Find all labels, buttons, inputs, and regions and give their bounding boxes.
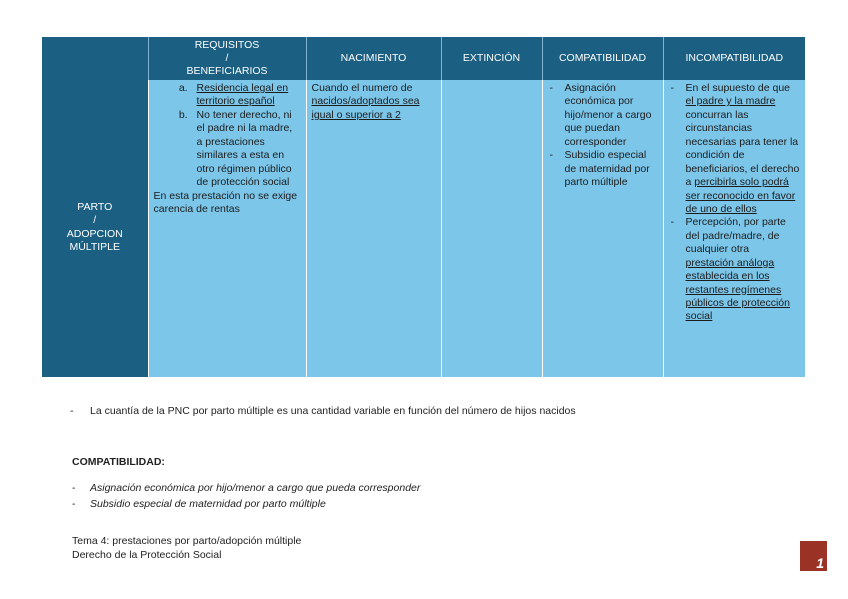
list-item: - Asignación económica por hijo/menor a cargo que puedan corresponder (565, 82, 658, 149)
compat-section-list (72, 481, 420, 513)
requisitos-list (154, 82, 301, 190)
header-corner (42, 37, 148, 80)
incomp1-t2: concurran las circunstancias necesarias para tener la condición de beneficiarios, el derecho a (685, 108, 800, 189)
list-item: - Subsidio especial de maternidad por parto múltiple (72, 497, 326, 510)
list-item: - Asignación económica por hijo/menor a cargo que pueda corresponder (72, 482, 421, 494)
page-number: 1 (816, 555, 824, 571)
cell-compatibilidad (542, 80, 663, 377)
incomp1-u2: percibirla solo podrá ser reconocido en favor de uno de ellos (685, 176, 796, 215)
header-extincion: EXTINCIÓN (441, 37, 542, 80)
incomp1-t1: En el supuesto de que (685, 82, 790, 94)
footer-topic: Tema 4: prestaciones por parto/adopción múltiple (72, 535, 302, 547)
table-header-row (42, 37, 805, 80)
header-incompatibilidad: INCOMPATIBILIDAD (663, 37, 805, 80)
cell-incompatibilidad (663, 80, 805, 377)
compatibilidad-list (548, 82, 658, 190)
row-label (42, 80, 148, 377)
header-compatibilidad: COMPATIBILIDAD (542, 37, 663, 80)
note-text: La cuantía de la PNC por parto múltiple es una cantidad variable en función del número de hijos nacidos (90, 405, 576, 417)
row-label-line3: ADOPCION (66, 227, 123, 240)
requisito-b-text: No tener derecho, ni el padre ni la madre, a prestaciones similares a esta en otro régimen público de protección social (196, 108, 293, 189)
header-requisitos-line2: / (225, 51, 229, 64)
incomp2-t1: Percepción, por parte del padre/madre, de cualquier otra (685, 216, 786, 256)
requisitos-note: En esta prestación no se exige carencia de rentas (153, 189, 298, 215)
nacimiento-underlined: nacidos/adoptados sea igual o superior a 2 (311, 95, 420, 121)
requisito-a-text: Residencia legal en territorio español (196, 82, 289, 108)
list-item (686, 216, 801, 324)
compat-section-title: COMPATIBILIDAD: (72, 456, 165, 468)
list-item: - Subsidio especial de maternidad por parto múltiple (565, 149, 658, 189)
incomp2-u1: prestación análoga establecida en los restantes regímenes públicos de protección social (685, 256, 790, 323)
cell-nacimiento (306, 80, 441, 377)
requisito-b (191, 109, 301, 190)
list-item (686, 82, 801, 216)
benefits-table (42, 37, 805, 377)
header-nacimiento: NACIMIENTO (306, 37, 441, 80)
row-label-line1: PARTO (77, 200, 113, 213)
header-requisitos-line1: REQUISITOS (194, 38, 260, 51)
incomp1-u1: el padre y la madre (685, 95, 776, 108)
header-requisitos (148, 37, 306, 80)
cell-requisitos (148, 80, 306, 377)
row-label-line4: MÚLTIPLE (69, 240, 121, 253)
nacimiento-prefix: Cuando el numero de (311, 82, 413, 94)
page-number-badge (800, 541, 827, 571)
row-label-line2: / (93, 214, 97, 227)
compat-item-text: Asignación económica por hijo/menor a cargo que pueda corresponder (90, 482, 421, 494)
compat-item-text: Subsidio especial de maternidad por parto múltiple (90, 497, 326, 510)
table-row (42, 80, 805, 377)
cell-extincion (441, 80, 542, 377)
incompatibilidad-list (669, 82, 801, 324)
footer (72, 535, 301, 562)
header-requisitos-line3: BENEFICIARIOS (186, 65, 268, 78)
note-dash: - (70, 405, 74, 417)
requisito-a (191, 82, 301, 109)
footer-course: Derecho de la Protección Social (72, 548, 222, 561)
cuantia-note (72, 405, 576, 417)
